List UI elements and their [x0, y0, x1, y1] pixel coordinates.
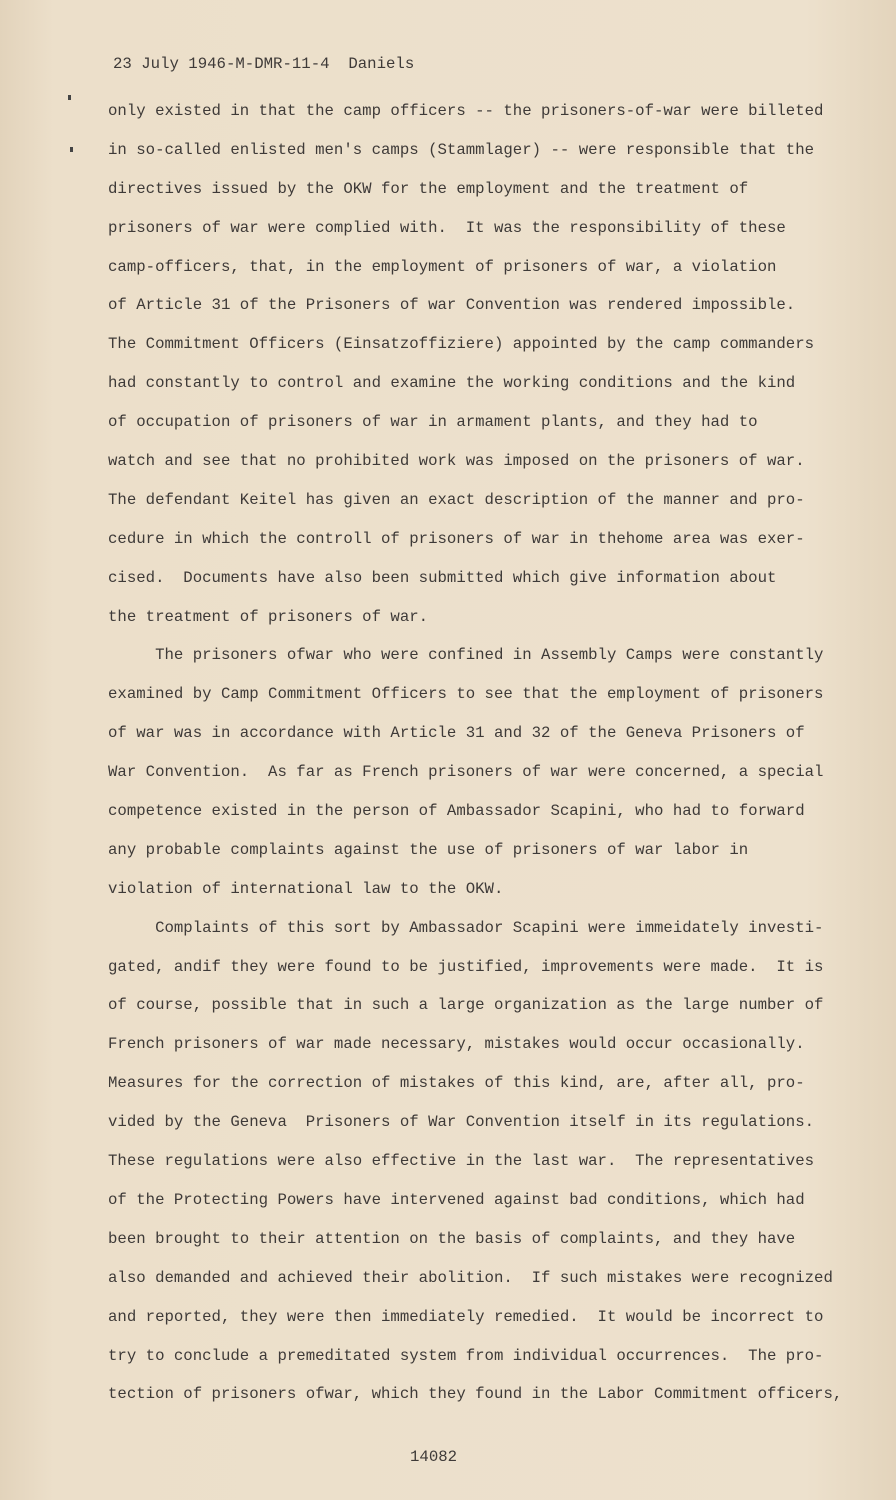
text-line: French prisoners of war made necessary, mistakes would occur occasionally.	[108, 1035, 805, 1054]
text-line: violation of international law to the OKW.	[108, 879, 504, 898]
text-line: try to conclude a premeditated system from individual occurrences. The pro-	[108, 1346, 824, 1365]
text-line: vided by the Geneva Prisoners of War Convention itself in its regulations.	[108, 1113, 815, 1132]
text-line: War Convention. As far as French prisoners of war were concerned, a special	[108, 763, 824, 782]
text-line: of war was in accordance with Article 31 and 32 of the Geneva Prisoners of	[108, 724, 805, 743]
text-line: watch and see that no prohibited work was imposed on the prisoners of war.	[108, 452, 805, 471]
text-line: and reported, they were then immediately remedied. It would be incorrect to	[108, 1307, 824, 1326]
text-line: any probable complaints against the use of prisoners of war labor in	[108, 840, 749, 859]
text-line: also demanded and achieved their abolition. If such mistakes were recognized	[108, 1268, 833, 1287]
margin-mark	[70, 147, 73, 152]
margin-mark	[68, 95, 71, 100]
text-line: Complaints of this sort by Ambassador Scapini were immeidately investi-	[108, 918, 824, 937]
text-line: been brought to their attention on the basis of complaints, and they have	[108, 1229, 796, 1248]
text-line: of Article 31 of the Prisoners of war Convention was rendered impossible.	[108, 296, 796, 315]
text-line: in so-called enlisted men's camps (Stammlager) -- were responsible that the	[108, 140, 815, 159]
text-line: These regulations were also effective in the last war. The representatives	[108, 1152, 815, 1171]
text-line: of occupation of prisoners of war in armament plants, and they had to	[108, 413, 758, 432]
text-line: The prisoners ofwar who were confined in Assembly Camps were constantly	[108, 646, 824, 665]
text-line: Measures for the correction of mistakes of this kind, are, after all, pro-	[108, 1074, 805, 1093]
text-line: of the Protecting Powers have intervened against bad conditions, which had	[108, 1190, 805, 1209]
text-line: cised. Documents have also been submitted which give information about	[108, 568, 777, 587]
text-line: only existed in that the camp officers -- the prisoners-of-war were billeted	[108, 102, 824, 120]
text-line: of course, possible that in such a large organization as the large number of	[108, 996, 824, 1015]
text-line: competence existed in the person of Ambassador Scapini, who had to forward	[108, 802, 805, 821]
text-line: directives issued by the OKW for the employment and the treatment of	[108, 179, 749, 198]
text-line: cedure in which the controll of prisoners of war in thehome area was exer-	[108, 529, 805, 548]
text-line: The defendant Keitel has given an exact description of the manner and pro-	[108, 490, 805, 509]
document-body	[108, 92, 842, 1414]
text-line: had constantly to control and examine the working conditions and the kind	[108, 374, 796, 393]
text-line: gated, andif they were found to be justified, improvements were made. It is	[108, 957, 824, 976]
text-line: tection of prisoners ofwar, which they found in the Labor Commitment officers,	[108, 1385, 843, 1404]
document-header: 23 July 1946-M-DMR-11-4 Daniels	[113, 55, 415, 73]
text-line: the treatment of prisoners of war.	[108, 607, 429, 626]
text-line: camp-officers, that, in the employment of prisoners of war, a violation	[108, 257, 777, 276]
text-line: prisoners of war were complied with. It was the responsibility of these	[108, 218, 786, 237]
text-line: The Commitment Officers (Einsatzoffiziere) appointed by the camp commanders	[108, 335, 815, 354]
text-line: examined by Camp Commitment Officers to see that the employment of prisoners	[108, 685, 824, 704]
page-number: 14082	[410, 1448, 458, 1466]
